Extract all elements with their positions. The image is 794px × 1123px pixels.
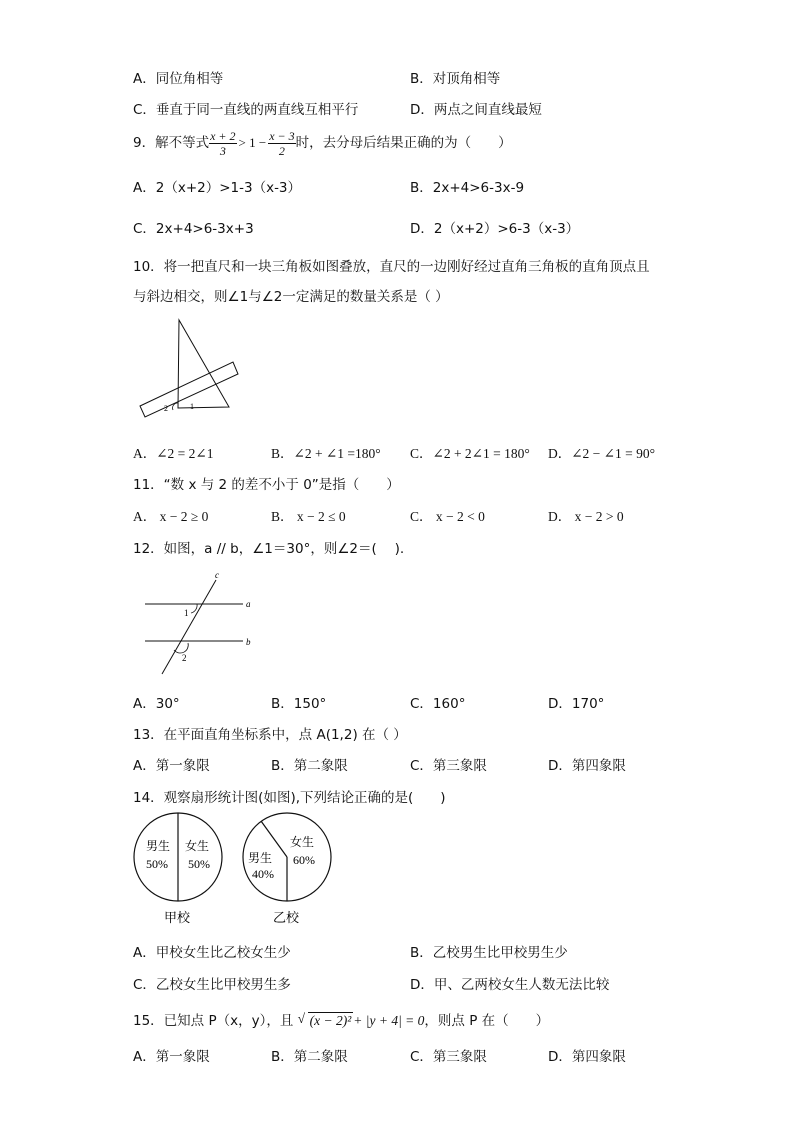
q9-option-d: D．2（x+2）>6-3（x-3） bbox=[410, 221, 580, 237]
line-c bbox=[162, 580, 216, 674]
q10-option-b: B．∠2 + ∠1 =180° bbox=[271, 446, 381, 461]
q15-stem bbox=[133, 1009, 549, 1029]
q9-middle: > 1 − bbox=[238, 135, 267, 150]
q9-option-b: B．2x+4>6-3x-9 bbox=[410, 180, 525, 196]
q11-option-d: D． x − 2 > 0 bbox=[548, 509, 624, 524]
sqrt-sign-icon: √ bbox=[297, 1011, 306, 1026]
q12-stem: 12．如图，a // b，∠1＝30°，则∠2＝( ). bbox=[133, 541, 405, 557]
q14-option-b: B．乙校男生比甲校男生少 bbox=[410, 945, 568, 961]
q10-option-d: D．∠2 − ∠1 = 90° bbox=[548, 446, 655, 461]
q12-parallel-lines-figure bbox=[140, 568, 260, 678]
pie-chart-jia bbox=[134, 813, 222, 925]
pie1-right-pct: 50% bbox=[188, 857, 210, 871]
q9-frac1-numerator: x + 2 bbox=[210, 128, 236, 143]
q8-option-a: A．同位角相等 bbox=[133, 71, 224, 87]
q9-option-a: A．2（x+2）>1-3（x-3） bbox=[133, 180, 302, 196]
pie2-left-name: 男生 bbox=[248, 851, 273, 865]
q13-option-c: C．第三象限 bbox=[410, 758, 487, 774]
triangle-plate bbox=[178, 320, 229, 408]
q15-option-a: A．第一象限 bbox=[133, 1049, 210, 1065]
pie2-right-pct: 60% bbox=[293, 853, 315, 867]
q14-option-c: C．乙校女生比甲校男生多 bbox=[133, 977, 291, 993]
q14-option-a: A．甲校女生比乙校女生少 bbox=[133, 945, 291, 961]
q13-stem: 13．在平面直角坐标系中，点 A(1,2) 在（ ） bbox=[133, 727, 407, 743]
fig-label-c: c bbox=[215, 570, 219, 580]
angle-1-arc bbox=[191, 604, 197, 613]
q9-frac2-denominator: 2 bbox=[278, 143, 285, 158]
q14-pie-charts-figure bbox=[130, 812, 340, 928]
q14-option-d: D．甲、乙两校女生人数无法比较 bbox=[410, 977, 610, 993]
fig-label-2: 2 bbox=[182, 653, 187, 663]
angle-2-arc bbox=[174, 643, 188, 653]
q9-suffix: 时，去分母后结果正确的为（ ） bbox=[295, 135, 512, 151]
q14-stem: 14．观察扇形统计图(如图),下列结论正确的是( ) bbox=[133, 790, 446, 806]
pie1-left-name: 男生 bbox=[146, 839, 171, 853]
q12-option-c: C．160° bbox=[410, 696, 466, 712]
q12-option-a: A．30° bbox=[133, 696, 180, 712]
pie1-left-pct: 50% bbox=[146, 857, 168, 871]
q9-prefix: 9．解不等式 bbox=[133, 135, 210, 151]
pie2-right-name: 女生 bbox=[290, 835, 315, 849]
q9-frac2-numerator: x − 3 bbox=[269, 128, 295, 143]
q9-stem bbox=[133, 128, 512, 158]
q15-option-d: D．第四象限 bbox=[548, 1049, 626, 1065]
q9-frac1-denominator: 3 bbox=[219, 143, 226, 158]
q10-stem-line2: 与斜边相交，则∠1与∠2一定满足的数量关系是（ ） bbox=[133, 289, 449, 305]
pie-chart-yi bbox=[243, 813, 331, 925]
q9-fraction-1 bbox=[209, 129, 236, 158]
q11-stem: 11．“数 x 与 2 的差不小于 0”是指（ ） bbox=[133, 477, 400, 493]
q12-option-b: B．150° bbox=[271, 696, 327, 712]
q10-ruler-triangle-figure bbox=[136, 318, 248, 418]
pie1-right-name: 女生 bbox=[185, 839, 210, 853]
q13-option-b: B．第二象限 bbox=[271, 758, 348, 774]
q13-option-a: A．第一象限 bbox=[133, 758, 210, 774]
fig-label-a: a bbox=[246, 599, 251, 609]
q15-suffix: ，则点 P 在（ ） bbox=[424, 1013, 550, 1029]
q8-option-c: C．垂直于同一直线的两直线互相平行 bbox=[133, 102, 359, 118]
q15-rest: + |y + 4| = 0 bbox=[353, 1013, 425, 1028]
ruler bbox=[140, 362, 238, 417]
pie2-caption: 乙校 bbox=[273, 910, 300, 925]
pie1-caption: 甲校 bbox=[164, 910, 191, 925]
q9-option-c: C．2x+4>6-3x+3 bbox=[133, 221, 254, 237]
q12-option-d: D．170° bbox=[548, 696, 605, 712]
q8-option-b: B．对顶角相等 bbox=[410, 71, 501, 87]
q8-option-d: D．两点之间直线最短 bbox=[410, 102, 542, 118]
q15-radicand: (x − 2)² bbox=[309, 1013, 352, 1028]
q11-option-b: B． x − 2 ≤ 0 bbox=[271, 509, 346, 524]
q15-option-c: C．第三象限 bbox=[410, 1049, 487, 1065]
fig-label-b: b bbox=[246, 637, 251, 647]
fig-label-1: 1 bbox=[184, 608, 189, 618]
q9-fraction-2 bbox=[268, 129, 295, 158]
q15-prefix: 15．已知点 P（x，y），且 bbox=[133, 1013, 294, 1029]
q13-option-d: D．第四象限 bbox=[548, 758, 626, 774]
q11-option-a: A． x − 2 ≥ 0 bbox=[133, 509, 209, 524]
q15-option-b: B．第二象限 bbox=[271, 1049, 348, 1065]
q11-option-c: C． x − 2 < 0 bbox=[410, 509, 485, 524]
fig-label-2: 2 bbox=[164, 404, 168, 413]
pie2-left-pct: 40% bbox=[252, 867, 274, 881]
q10-stem-line1: 10．将一把直尺和一块三角板如图叠放，直尺的一边刚好经过直角三角板的直角顶点且 bbox=[133, 259, 650, 275]
q10-option-a: A．∠2 = 2∠1 bbox=[133, 446, 214, 461]
q10-option-c: C．∠2 + 2∠1 = 180° bbox=[410, 446, 530, 461]
fig-label-1: 1 bbox=[190, 402, 194, 411]
q15-sqrt bbox=[298, 1013, 354, 1029]
